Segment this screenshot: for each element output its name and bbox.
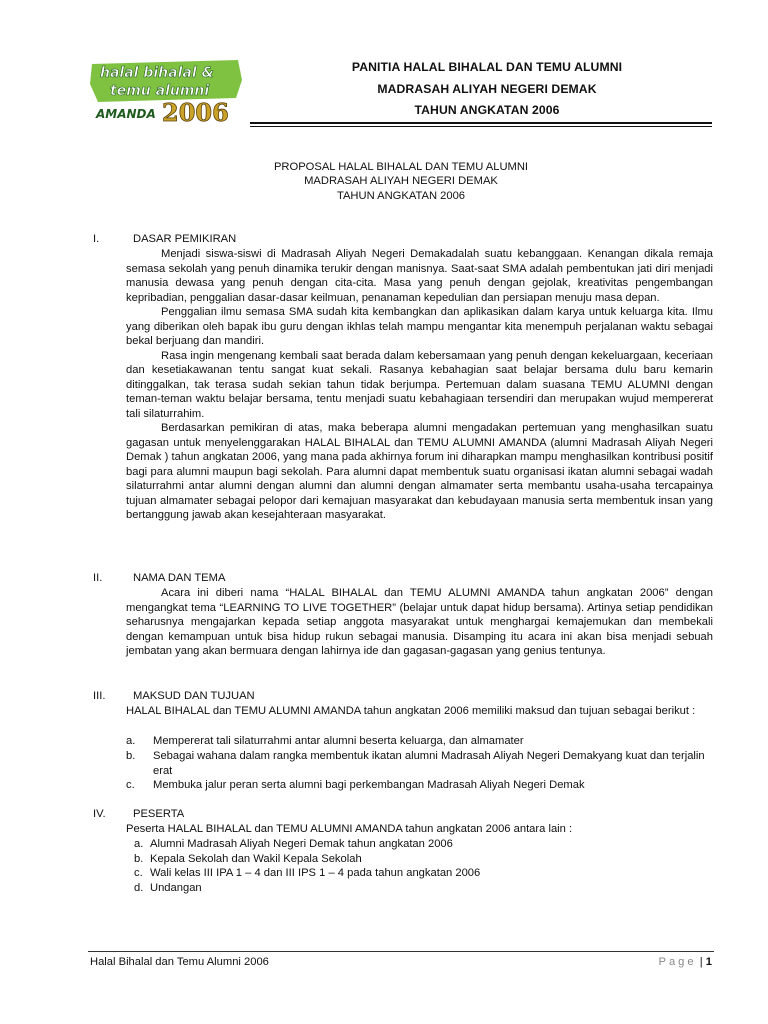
section-2-body bbox=[126, 586, 713, 659]
event-logo bbox=[88, 58, 246, 124]
page-number: 1 bbox=[705, 956, 712, 968]
title-line-3: TAHUN ANGKATAN 2006 bbox=[336, 190, 466, 202]
logo-line1: halal bihalal & bbox=[100, 65, 214, 81]
logo-year: 2006 bbox=[162, 98, 229, 124]
section-1-paragraph: Berdasarkan pemikiran di atas, maka beberapa alumni mengadakan pertemuan yang menghasilkan suatu gagasan untuk menyelenggarakan HALAL BIHALAL dan TEMU ALUMNI AMANDA (alumni Madrasah Aliyah Negeri Demak ) tahun angkatan 2006, yang mana pada akhirnya forum ini diharapkan mampu menghasilkan kontribusi positif bagi para alumni maupun bagi sekolah. Para alumni dapat membentuk suatu organisasi ikatan alumni sebagai wadah silaturrahmi antar alumni dengan alumni dan alumni dengan almamater serta membantu usaha-usaha tercapainya tujuan almamater sebagai pelopor dari kemajuan masyarakat dan kebudayaan manusia serta membentuk insan yang bertanggung jawab akan kesejahteraan masyarakat. bbox=[126, 422, 713, 521]
footer-title: Halal Bihalal dan Temu Alumni 2006 bbox=[90, 956, 269, 968]
header-line-1: PANITIA HALAL BIHALAL DAN TEMU ALUMNI bbox=[351, 60, 623, 74]
header-rule-thick bbox=[250, 122, 712, 124]
section-1-paragraph: Rasa ingin mengenang kembali saat berada dalam kebersamaan yang penuh dengan kekeluargaan, keceriaan dan kesetiakawanan tentu sangat kuat sekali. Rasanya kebahagian saat belajar bersama dulu baru kemarin ditinggalkan, tak terasa sudah sekian tahun tidak berjumpa. Pertemuan dalam suasana TEMU ALUMNI dengan teman-teman waktu belajar bersama, tentu menjadi suatu kebahagiaan tersendiri dan merupakan wujud mempererat tali silaturrahim. bbox=[126, 349, 713, 420]
section-3-number: III. bbox=[93, 690, 106, 702]
section-3-title: MAKSUD DAN TUJUAN bbox=[133, 690, 255, 702]
list-item-label: b. bbox=[126, 750, 136, 762]
page-indicator bbox=[659, 956, 713, 968]
header-line-2: MADRASAH ALIYAH NEGERI DEMAK bbox=[377, 82, 597, 96]
section-3-intro: HALAL BIHALAL dan TEMU ALUMNI AMANDA tahun angkatan 2006 memiliki maksud dan tujuan sebagai berikut : bbox=[126, 705, 696, 717]
page-label: Page bbox=[658, 956, 697, 968]
header-rule-thin bbox=[250, 126, 712, 127]
page-separator: | bbox=[699, 956, 703, 968]
section-2-number: II. bbox=[93, 572, 103, 584]
list-item-label: a. bbox=[126, 735, 136, 747]
section-1-paragraph: Menjadi siswa-siswi di Madrasah Aliyah Negeri Demakadalah suatu kebanggaan. Kenangan dikala remaja semasa sekolah yang penuh dinamika terukir dengan manisnya. Saat-saat SMA adalah pembentukan jati diri menjadi manusia dewasa yang penuh dengan cita-cita. Masa yang penuh dengan gejolak, kreativitas pengembangan kepribadian, penggalian dasar-dasar keilmuan, penanaman kepedulian dan persiapan menuju masa depan. bbox=[126, 248, 713, 304]
section-1-title: DASAR PEMIKIRAN bbox=[133, 233, 237, 245]
title-line-1: PROPOSAL HALAL BIHALAL DAN TEMU ALUMNI bbox=[273, 161, 529, 173]
list-item-label: a. bbox=[134, 838, 144, 850]
list-item-label: c. bbox=[126, 779, 135, 791]
footer-rule bbox=[88, 951, 714, 952]
list-item-label: b. bbox=[134, 853, 144, 865]
list-item-label: c. bbox=[134, 867, 143, 879]
list-item-text: Membuka jalur peran serta alumni bagi perkembangan Madrasah Aliyah Negeri Demak bbox=[153, 779, 585, 791]
title-line-2: MADRASAH ALIYAH NEGERI DEMAK bbox=[304, 175, 498, 187]
section-1-body bbox=[126, 247, 713, 523]
list-item-label: d. bbox=[134, 882, 144, 894]
section-2-paragraph: Acara ini diberi nama “HALAL BIHALAL dan TEMU ALUMNI AMANDA tahun angkatan 2006” dengan mengangkat tema “LEARNING TO LIVE TOGETHER” (belajar untuk dapat hidup bersama). Artinya setiap pendidikan seharusnya mengajarkan kepada setiap anggota masyarakat untuk menghargai kemajemukan dan membekali dengan kemampuan untuk bisa hidup rukun sebagai manusia. Disamping itu acara ini akan bisa menjadi sebuah jembatan yang akan bermuara dengan lahirnya ide dan gagasan-gagasan yang genius tentunya. bbox=[126, 587, 713, 657]
section-1-paragraph: Penggalian ilmu semasa SMA sudah kita kembangkan dan aplikasikan dalam karya untuk keluarga kita. Ilmu yang diberikan oleh bapak ibu guru dengan ikhlas telah mampu mengantar kita menempuh perjalanan waktu sebagai bekal berjuang dan mandiri. bbox=[126, 306, 713, 347]
list-item-text: Mempererat tali silaturrahmi antar alumni beserta keluarga, dan almamater bbox=[153, 735, 524, 747]
section-4-title: PESERTA bbox=[133, 808, 185, 820]
section-1-number: I. bbox=[93, 233, 100, 245]
list-item-text: Sebagai wahana dalam rangka membentuk ikatan alumni Madrasah Aliyah Negeri Demakyang kuat dan terjalin erat bbox=[153, 750, 705, 777]
list-item-text: Alumni Madrasah Aliyah Negeri Demak tahun angkatan 2006 bbox=[150, 838, 453, 850]
logo-brand: AMANDA bbox=[96, 107, 156, 121]
list-item-text: Kepala Sekolah dan Wakil Kepala Sekolah bbox=[150, 853, 362, 865]
list-item-text: Wali kelas III IPA 1 – 4 dan III IPS 1 – 4 pada tahun angkatan 2006 bbox=[150, 867, 481, 879]
section-4-intro: Peserta HALAL BIHALAL dan TEMU ALUMNI AMANDA tahun angkatan 2006 antara lain : bbox=[126, 823, 573, 835]
header-line-3: TAHUN ANGKATAN 2006 bbox=[414, 103, 560, 117]
logo-line2: temu alumni bbox=[110, 83, 210, 99]
section-4-number: IV. bbox=[93, 808, 106, 820]
list-item-text: Undangan bbox=[150, 882, 202, 894]
section-2-title: NAMA DAN TEMA bbox=[133, 572, 226, 584]
